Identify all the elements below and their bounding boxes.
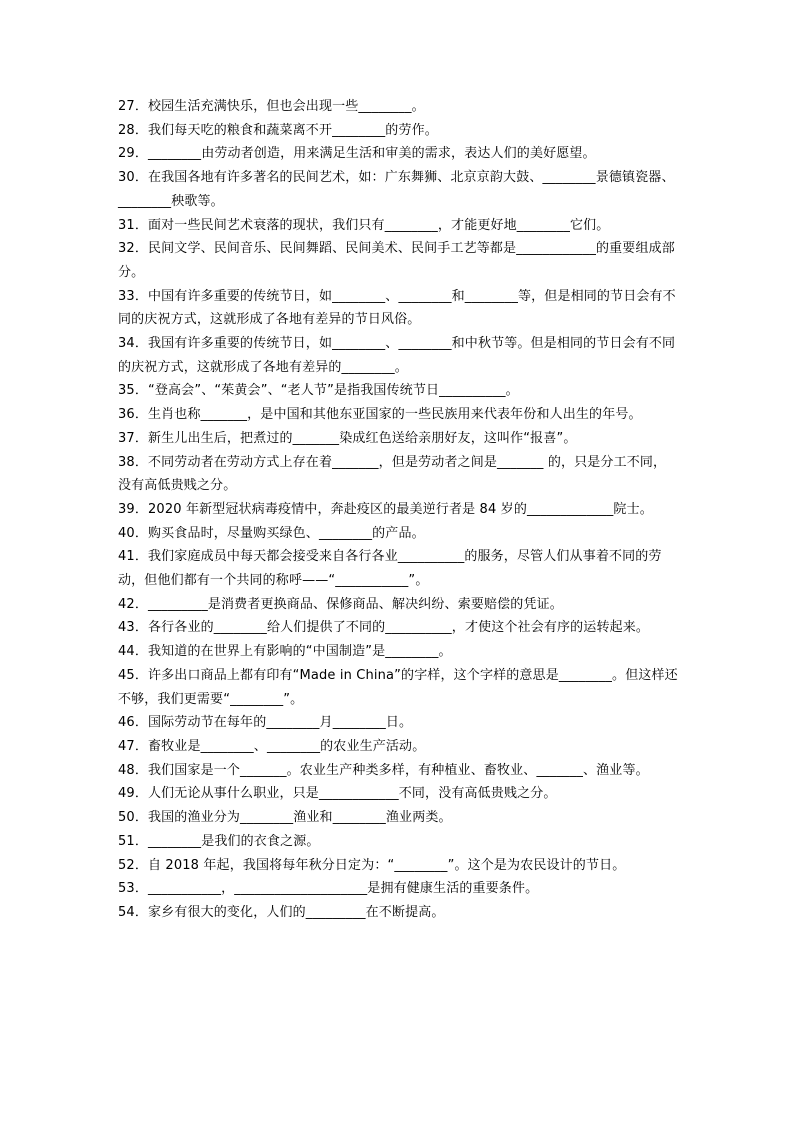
question-33: 33．中国有许多重要的传统节日，如________、________和________等，但是相同的节日会有不同的庆祝方式，这就形成了各地有差异的节日风俗。: [118, 288, 676, 328]
question-47: 47．畜牧业是________、________的农业生产活动。: [118, 738, 426, 754]
question-28: 28．我们每天吃的粮食和蔬菜离不开________的劳作。: [118, 122, 438, 138]
question-39: 39．2020 年新型冠状病毒疫情中，奔赴疫区的最美逆行者是 84 岁的_____________院士。: [118, 501, 653, 517]
question-51: 51．________是我们的衣食之源。: [118, 833, 320, 849]
question-52: 52．自 2018 年起，我国将每年秋分日定为：“________”。这个是为农民设计的节日。: [118, 857, 626, 873]
question-41: 41．我们家庭成员中每天都会接受来自各行各业__________的服务，尽管人们从事着不同的劳动，但他们都有一个共同的称呼——“___________”。: [118, 549, 662, 589]
worksheet-page: [118, 95, 678, 925]
question-35: 35．“登高会”、“茱黄会”、“老人节”是指我国传统节日__________。: [118, 383, 519, 399]
question-49: 49．人们无论从事什么职业，只是____________不同，没有高低贵贱之分。: [118, 786, 557, 802]
question-54: 54．家乡有很大的变化，人们的_________在不断提高。: [118, 904, 445, 920]
question-36: 36．生肖也称_______，是中国和其他东亚国家的一些民族用来代表年份和人出生的年号。: [118, 407, 642, 423]
question-31: 31．面对一些民间艺术衰落的现状，我们只有________，才能更好地________它们。: [118, 217, 610, 233]
question-50: 50．我国的渔业分为________渔业和________渔业两类。: [118, 810, 452, 826]
question-48: 48．我们国家是一个_______。农业生产种类多样，有种植业、畜牧业、_______、渔业等。: [118, 762, 649, 778]
question-27: 27．校园生活充满快乐，但也会出现一些________。: [118, 99, 425, 114]
question-42: 42．_________是消费者更换商品、保修商品、解决纠纷、索要赔偿的凭证。: [118, 596, 563, 612]
question-30: 30．在我国各地有许多著名的民间艺术，如：广东舞狮、北京京韵大鼓、________景德镇瓷器、________秧歌等。: [118, 170, 675, 209]
question-32: 32．民间文学、民间音乐、民间舞蹈、民间美术、民间手工艺等都是____________的重要组成部分。: [118, 241, 675, 280]
question-53: 53．___________，____________________是拥有健康生活的重要条件。: [118, 881, 539, 897]
question-38: 38．不同劳动者在劳动方式上存在着_______，但是劳动者之间是_______ 的，只是分工不同，没有高低贵贱之分。: [118, 454, 667, 494]
question-40: 40．购买食品时，尽量购买绿色、________的产品。: [118, 525, 425, 541]
question-46: 46．国际劳动节在每年的________月________日。: [118, 715, 413, 731]
question-44: 44．我知道的在世界上有影响的“中国制造”是________。: [118, 644, 452, 660]
question-29: 29．________由劳动者创造，用来满足生活和审美的需求，表达人们的美好愿望。: [118, 146, 596, 162]
question-34: 34．我国有许多重要的传统节日，如________、________和中秋节等。但是相同的节日会有不同的庆祝方式，这就形成了各地有差异的________。: [118, 336, 676, 375]
question-43: 43．各行各业的________给人们提供了不同的__________，才使这个社会有序的运转起来。: [118, 620, 650, 636]
question-37: 37．新生儿出生后，把煮过的_______染成红色送给亲朋好友，这叫作“报喜”。: [118, 430, 577, 446]
question-45: 45．许多出口商品上都有印有“Made in China”的字样，这个字样的意思是________。但这样还不够，我们更需要“________”。: [118, 667, 678, 707]
